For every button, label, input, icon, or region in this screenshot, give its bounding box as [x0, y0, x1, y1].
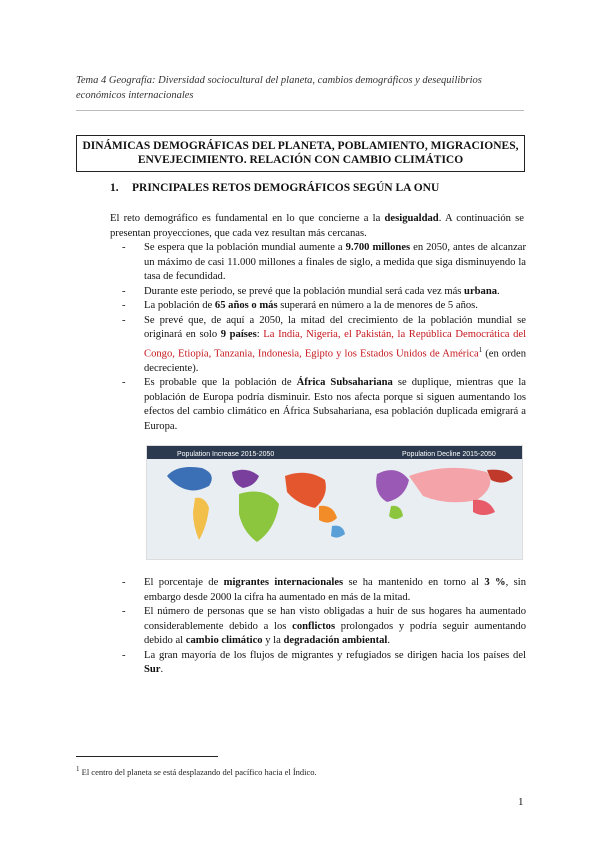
list-item: - La población de 65 años o más superará en número a la de menores de 5 años.	[122, 300, 478, 311]
section-heading	[110, 182, 439, 194]
footnote-mark: 1	[76, 765, 80, 773]
map-left-caption: Population Increase 2015-2050	[177, 451, 275, 458]
list-item: - El porcentaje de migrantes internacionales se ha mantenido en torno al 3 %, sin embargo desde 2000 la cifra ha aumentado en más de la mitad.	[122, 577, 526, 603]
footnote-ref[interactable]: 1	[478, 345, 483, 354]
bullet-list-bottom	[118, 576, 526, 678]
country-list: La India, Nigeria, el Pakistán, la República Democrática del Congo, Etiopía, Tanzania, Indonesia, Egipto y los Estados Unidos de América	[144, 329, 527, 360]
section-title: PRINCIPALES RETOS DEMOGRÁFICOS SEGÚN LA ONU	[132, 182, 440, 194]
list-item: - La gran mayoría de los flujos de migrantes y refugiados se dirigen hacia los países del Sur.	[122, 649, 526, 675]
title-line-2: ENVEJECIMIENTO. RELACIÓN CON CAMBIO CLIMÁTICO	[137, 154, 464, 166]
title-box	[76, 135, 525, 172]
footnote	[76, 765, 317, 777]
intro-bold: desigualdad	[384, 213, 439, 224]
page-number: 1	[518, 796, 524, 808]
list-item: - El número de personas que se han visto obligadas a huir de sus hogares ha aumentado considerablemente debido a los conflictos prolongados y podría seguir aumentando debido al cambio climático y la degradación ambiental.	[122, 606, 526, 646]
map-right-caption: Population Decline 2015-2050	[402, 451, 496, 458]
list-item: - Es probable que la población de África Subsahariana se duplique, mientras que la población de Europa podría disminuir. Esto nos afecta porque si siguen aumentando los efectos del cambio climático en África Subsahariana, esa población duplicada emigrará a Europa.	[122, 377, 526, 432]
footnote-text: El centro del planeta se está desplazando del pacífico hacia el Índico.	[79, 766, 317, 777]
population-cartogram-map	[146, 445, 523, 560]
section-number: 1.	[110, 182, 119, 194]
footnote-divider	[76, 756, 218, 757]
list-item: - Se espera que la población mundial aumente a 9.700 millones en 2050, antes de alcanzar un máximo de casi 11.000 millones a finales de siglo, a medida que siga disminuyendo la tasa de fecundidad.	[122, 242, 526, 282]
intro-paragraph: El reto demográfico es fundamental en lo que concierne a la desigualdad. A continuación se presentan proyecciones, que cada vez resultan más cercanas.	[110, 213, 524, 239]
bullet-list-top	[118, 241, 526, 434]
list-item: - Durante este periodo, se prevé que la población mundial será cada vez más urbana.	[122, 285, 500, 297]
list-item: - Se prevé que, de aquí a 2050, la mitad del crecimiento de la población mundial se originará en solo 9 países: La India, Nigeria, el Pakistán, la República Democrática del Congo, Etiopía, Tanzania, Indonesia, Egipto y los Estados Unidos de América$^1$ (en orden decreciente).	[122, 314, 527, 374]
title-line-1: DINÁMICAS DEMOGRÁFICAS DEL PLANETA, POBLAMIENTO, MIGRACIONES,	[82, 140, 519, 152]
header-divider	[76, 110, 524, 111]
running-header: Tema 4 Geografía: Diversidad sociocultural del planeta, cambios demográficos y desequilibrios económicos internacionales	[76, 75, 482, 101]
